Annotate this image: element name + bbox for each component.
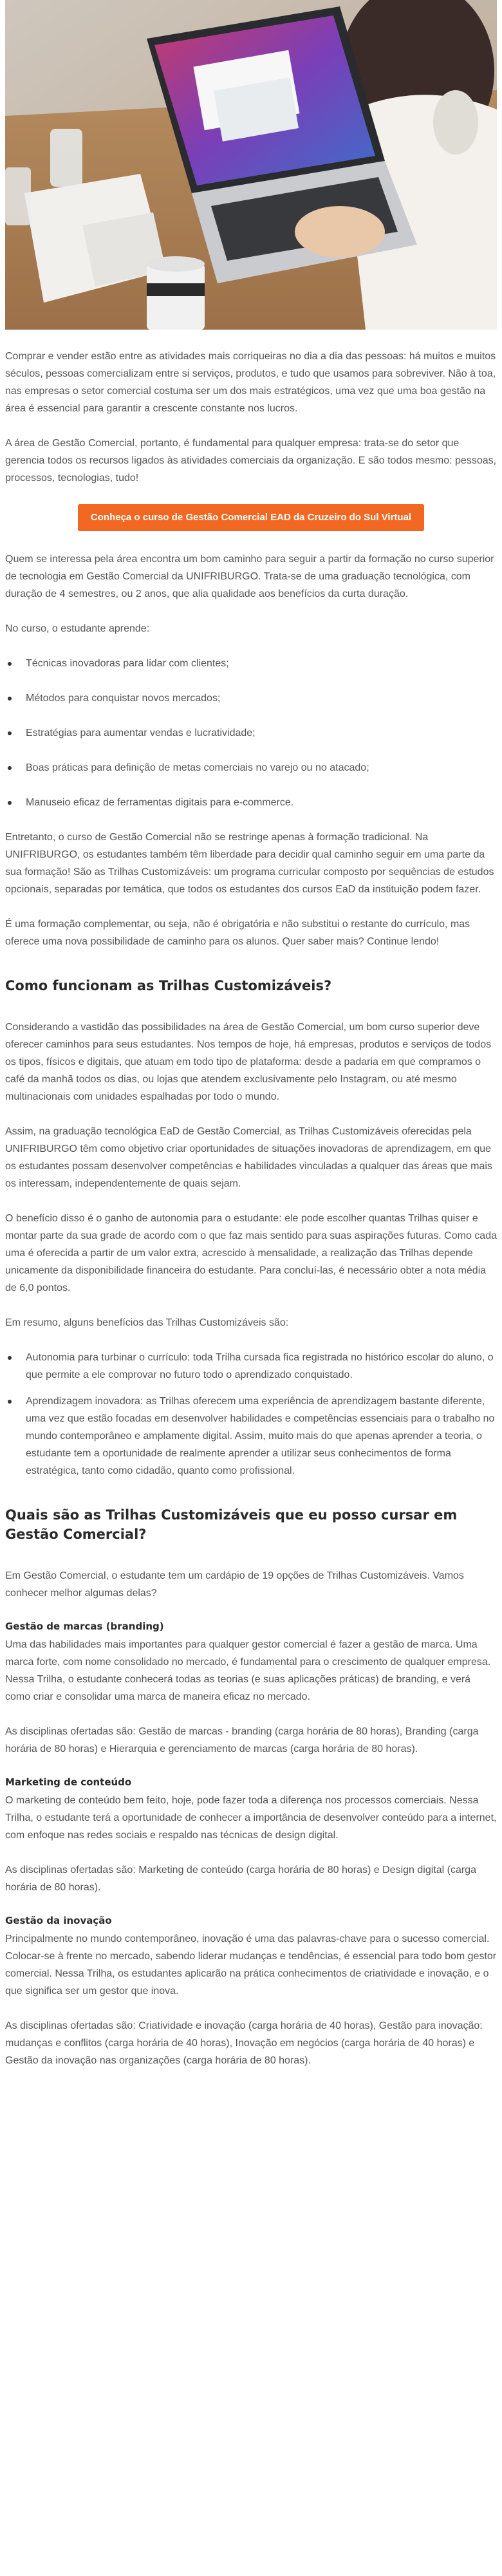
list-item: Boas práticas para definição de metas comerciais no varejo ou no atacado; — [5, 759, 497, 776]
list-item: Técnicas inovadoras para lidar com clientes; — [5, 655, 497, 672]
track-disciplines: As disciplinas ofertadas são: Criatividade e inovação (carga horária de 40 horas), Gestão para inovação: mudanças e conflitos (carga horária de 40 horas), Inovação em negócios (carga horária de 40 horas) e Gestão da inovação nas organizações (carga horária de 80 horas). — [5, 2020, 483, 2066]
cta-container — [5, 504, 497, 531]
hero-image — [5, 0, 497, 330]
list-item: Métodos para conquistar novos mercados; — [5, 690, 497, 707]
body-paragraph: Em Gestão Comercial, o estudante tem um cardápio de 19 opções de Trilhas Customizáveis. Vamos conhecer melhor algumas delas? — [5, 1570, 464, 1599]
body-paragraph: O benefício disso é o ganho de autonomia para o estudante: ele pode escolher quantas Trilhas quiser e montar parte da sua grade de acordo com o que faz mais sentido para suas aspirações futuras. Como cada uma é oferecida a partir de um valor extra, acrescido à mensalidade, a realização das Trilhas depende unicamente da disponibilidade financeira do estudante. Para concluí-las, é necessário obter a nota média de 6,0 pontos. — [5, 1213, 497, 1293]
body-paragraph: É uma formação complementar, ou seja, não é obrigatória e não substitui o restante do currículo, mas oferece uma nova possibilidade de caminho para os alunos. Quer saber mais? Continue lendo! — [5, 919, 470, 947]
track-description: O marketing de conteúdo bem feito, hoje, pode fazer toda a diferença nos processos comerciais. Nessa Trilha, o estudante terá a oportunidade de conhecer a importância de desenvolver conteúdo para a internet, com enfoque nas redes sociais e respaldo nas técnicas de design digital. — [5, 1795, 497, 1841]
section-heading: Como funcionam as Trilhas Customizáveis? — [5, 978, 332, 993]
body-paragraph: Entretanto, o curso de Gestão Comercial não se restringe apenas à formação tradicional. Na UNIFRIBURGO, os estudantes também têm liberdade para decidir qual caminho seguir em uma parte da sua formação! São as Trilhas Customizáveis: um programa curricular composto por sequências de estudos opcionais, separadas por temática, que todos os estudantes dos cursos EaD da instituição podem fazer. — [5, 832, 494, 895]
list-item: Aprendizagem inovadora: as Trilhas oferecem uma experiência de aprendizagem bastante diferente, uma vez que estão focadas em desenvolver habilidades e competências essenciais para o trabalho no mundo contemporâneo e amplamente digital. Assim, muito mais do que apenas aprender a teoria, o estudante tem a oportunidade de realmente aprender a utilizar seus conhecimentos de forma estratégica, tanto como cidadão, quanto como profissional. — [5, 1393, 497, 1480]
track-title: Gestão da inovação — [5, 1915, 112, 1926]
section-heading: Quais são as Trilhas Customizáveis que eu posso cursar em Gestão Comercial? — [5, 1507, 458, 1542]
list-item: Autonomia para turbinar o currículo: toda Trilha cursada fica registrada no histórico escolar do aluno, o que permite a ele comprovar no futuro todo o aprendizado conquistado. — [5, 1349, 497, 1384]
intro-paragraph: A área de Gestão Comercial, portanto, é fundamental para qualquer empresa: trata-se do setor que gerencia todos os recursos ligados às atividades comerciais da organização. E são todos mesmo: pessoas, processos, tecnologias, tudo! — [5, 438, 497, 484]
list-item: Estratégias para aumentar vendas e lucratividade; — [5, 724, 497, 742]
track-disciplines: As disciplinas ofertadas são: Marketing de conteúdo (carga horária de 80 horas) e Design digital (carga horária de 80 horas). — [5, 1865, 476, 1893]
track-title: Marketing de conteúdo — [5, 1776, 132, 1788]
body-paragraph: Quem se interessa pela área encontra um bom caminho para seguir a partir da formação no curso superior de tecnologia em Gestão Comercial da UNIFRIBURGO. Trata-se de uma graduação tecnológica, com duração de 4 semestres, ou 2 anos, que alia qualidade aos benefícios da curta duração. — [5, 554, 494, 599]
intro-paragraph: Comprar e vender estão entre as atividades mais corriqueiras no dia a dia das pessoas: há muitos e muitos séculos, pessoas comercializam entre si serviços, produtos, e tudo que usamos para sobreviver. Não à toa, nas empresas o setor comercial costuma ser um dos mais estratégicos, uma vez que uma boa gestão na área é essencial para garantir a crescente constante nos lucros. — [5, 351, 496, 414]
laptop-photo — [5, 0, 497, 330]
body-paragraph: Assim, na graduação tecnológica EaD de Gestão Comercial, as Trilhas Customizáveis oferecidas pela UNIFRIBURGO têm como objetivo criar oportunidades de situações inovadoras de aprendizagem, em que os estudantes possam desenvolver competências e habilidades vinculadas a qualquer das áreas que mais os interessam, independentemente de quais sejam. — [5, 1126, 492, 1189]
course-cta-button[interactable]: Conheça o curso de Gestão Comercial EAD da Cruzeiro do Sul Virtual — [78, 504, 424, 531]
track-description: Uma das habilidades mais importantes para qualquer gestor comercial é fazer a gestão de marca. Uma marca forte, com nome consolidado no mercado, é fundamental para o crescimento de qualquer empresa. Nessa Trilha, o estudante conhecerá todas as teorias (e suas aplicações práticas) de branding, e verá como criar e consolidar uma marca de maneira eficaz no mercado. — [5, 1639, 491, 1702]
learn-list — [5, 655, 497, 811]
list-item: Manuseio eficaz de ferramentas digitais para e-commerce. — [5, 794, 497, 811]
body-paragraph: Considerando a vastidão das possibilidades na área de Gestão Comercial, um bom curso superior deve oferecer caminhos para seus estudantes. Nos tempos de hoje, há empresas, produtos e serviços de todos os tipos, físicos e digitais, que atuam em todo tipo de plataforma: desde a padaria em que compramos o café da manhã todos os dias, ou lojas que atendem exclusivamente pelo Instagram, ou até mesmo multinacionais com unidades espalhadas por todo o mundo. — [5, 1022, 492, 1102]
track-title: Gestão de marcas (branding) — [5, 1621, 164, 1632]
benefits-list — [5, 1349, 497, 1480]
track-disciplines: As disciplinas ofertadas são: Gestão de marcas - branding (carga horária de 80 horas), Branding (carga horária de 80 horas) e Hierarquia e gerenciamento de marcas (carga horária de 80 horas). — [5, 1726, 479, 1754]
body-paragraph: No curso, o estudante aprende: — [5, 623, 150, 634]
track-description: Principalmente no mundo contemporâneo, inovação é uma das palavras-chave para o sucesso comercial. Colocar-se à frente no mercado, sabendo liderar mudanças e tendências, é essencial para todo bom gestor comercial. Nessa Trilha, os estudantes aplicarão na prática conhecimentos de criatividade e inovação, e o que significa ser um gestor que inova. — [5, 1933, 497, 1997]
body-paragraph: Em resumo, alguns benefícios das Trilhas Customizáveis são: — [5, 1317, 289, 1328]
